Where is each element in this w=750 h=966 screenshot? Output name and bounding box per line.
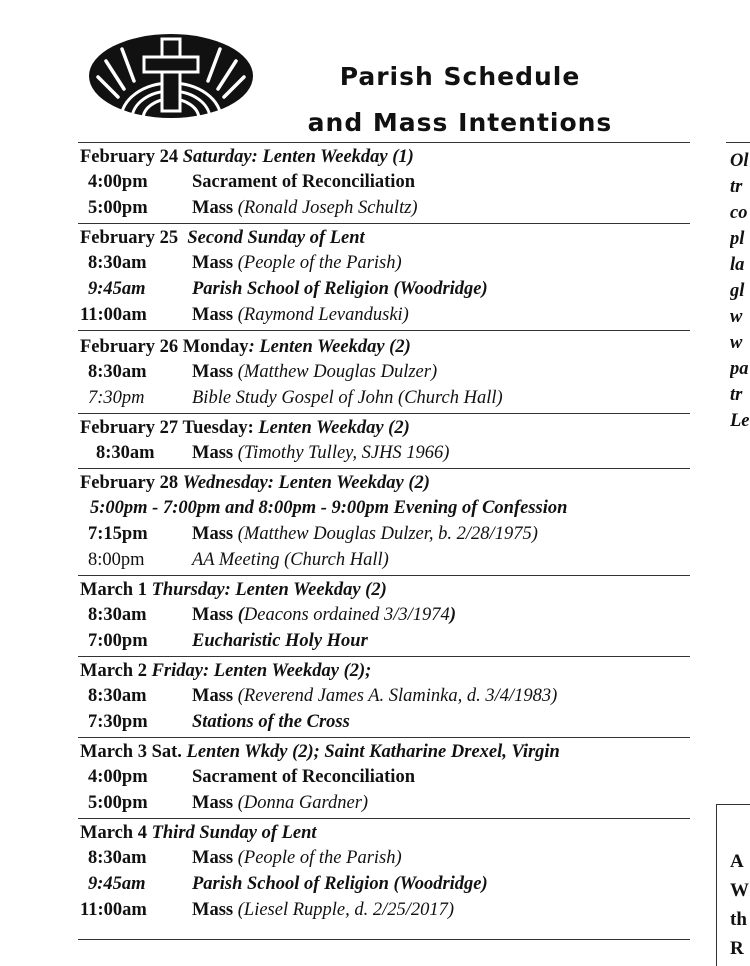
row-time: 4:00pm bbox=[88, 767, 148, 787]
right-box-line: A bbox=[730, 851, 744, 872]
row-title: Parish School of Religion (Woodridge) bbox=[192, 279, 488, 299]
row-note: Deacons ordained 3/3/1974 bbox=[243, 605, 450, 625]
schedule-row bbox=[80, 628, 690, 654]
schedule-divider bbox=[78, 939, 690, 940]
schedule-row bbox=[80, 440, 690, 466]
day-heading bbox=[80, 145, 690, 169]
day-label: Lenten Weekday (2) bbox=[258, 418, 410, 438]
row-time: 7:15pm bbox=[88, 524, 148, 544]
day-heading bbox=[80, 578, 690, 602]
row-time: 8:30am bbox=[88, 686, 147, 706]
right-column-text bbox=[730, 148, 750, 434]
row-note: (Timothy Tulley, SJHS 1966) bbox=[237, 443, 450, 463]
schedule-row bbox=[80, 195, 690, 221]
right-box-line: R bbox=[730, 938, 744, 959]
day-label: Third Sunday of Lent bbox=[151, 823, 317, 843]
day-label: Saturday: Lenten Weekday (1) bbox=[182, 147, 414, 167]
right-box-text bbox=[730, 847, 750, 963]
right-column-line: la bbox=[730, 255, 745, 275]
row-title: Mass bbox=[192, 362, 234, 382]
right-column-line: co bbox=[730, 203, 748, 223]
row-note: (Matthew Douglas Dulzer, b. 2/28/1975) bbox=[237, 524, 538, 544]
right-column-line: Le bbox=[730, 411, 750, 431]
schedule-row bbox=[80, 871, 690, 897]
row-time: 7:30pm bbox=[88, 388, 145, 408]
day-label: Second Sunday of Lent bbox=[187, 228, 365, 248]
row-note: (Ronald Joseph Schultz) bbox=[237, 198, 418, 218]
day-date: February 28 bbox=[80, 473, 179, 493]
row-paren-open: ( bbox=[237, 605, 244, 625]
row-time: 8:00pm bbox=[88, 550, 145, 570]
row-note: (Liesel Rupple, d. 2/25/2017) bbox=[237, 900, 455, 920]
row-title: Mass bbox=[192, 253, 234, 273]
schedule-day bbox=[78, 575, 690, 656]
day-label: Thursday: Lenten Weekday (2) bbox=[151, 580, 387, 600]
row-note: (Reverend James A. Slaminka, d. 3/4/1983) bbox=[237, 686, 558, 706]
schedule-row bbox=[80, 602, 690, 628]
right-column-line: pl bbox=[730, 229, 745, 249]
day-heading bbox=[80, 416, 690, 440]
row-title: Parish School of Religion (Woodridge) bbox=[192, 874, 488, 894]
schedule-row bbox=[80, 302, 690, 328]
confession-event: 5:00pm - 7:00pm and 8:00pm - 9:00pm Evening of Confession bbox=[90, 498, 568, 518]
day-heading bbox=[80, 471, 690, 495]
row-time: 8:30am bbox=[88, 848, 147, 868]
right-column-line: w bbox=[730, 307, 743, 327]
day-weekday: Tuesday: bbox=[182, 418, 254, 438]
schedule-row bbox=[80, 521, 690, 547]
row-note: (Raymond Levanduski) bbox=[237, 305, 409, 325]
row-note: (People of the Parish) bbox=[237, 253, 402, 273]
page-title: Parish Schedule bbox=[339, 62, 581, 91]
schedule-day bbox=[78, 142, 690, 223]
row-time: 9:45am bbox=[88, 874, 146, 894]
day-heading bbox=[80, 226, 690, 250]
row-title: AA Meeting (Church Hall) bbox=[192, 550, 389, 570]
schedule-row bbox=[80, 250, 690, 276]
schedule-row bbox=[80, 276, 690, 302]
day-date: March 3 Sat. bbox=[80, 742, 182, 762]
row-note: (People of the Parish) bbox=[237, 848, 402, 868]
row-time: 7:00pm bbox=[88, 631, 148, 651]
schedule-row bbox=[80, 897, 690, 923]
right-column-line: Ol bbox=[730, 151, 749, 171]
row-time: 7:30pm bbox=[88, 712, 148, 732]
day-label: Lenten Wkdy (2); Saint Katharine Drexel, Virgin bbox=[186, 742, 560, 762]
row-time: 8:30am bbox=[88, 605, 147, 625]
schedule-row bbox=[80, 790, 690, 816]
day-heading bbox=[80, 335, 690, 359]
row-paren-close: ) bbox=[449, 605, 456, 625]
day-heading bbox=[80, 740, 690, 764]
row-title: Bible Study Gospel of John (Church Hall) bbox=[192, 388, 503, 408]
row-time: 9:45am bbox=[88, 279, 146, 299]
row-title: Mass bbox=[192, 848, 234, 868]
schedule-row bbox=[80, 683, 690, 709]
row-title: Sacrament of Reconciliation bbox=[192, 172, 415, 192]
row-note: (Matthew Douglas Dulzer) bbox=[237, 362, 438, 382]
right-box-line: th bbox=[730, 909, 747, 930]
row-title: Mass bbox=[192, 605, 234, 625]
day-label: Friday: Lenten Weekday (2); bbox=[151, 661, 372, 681]
right-column-line: gl bbox=[730, 281, 745, 301]
row-title: Mass bbox=[192, 524, 234, 544]
schedule-day bbox=[78, 413, 690, 468]
right-column-line: w bbox=[730, 333, 743, 353]
day-label: : Lenten Weekday (2) bbox=[248, 337, 411, 357]
row-note: (Donna Gardner) bbox=[237, 793, 369, 813]
schedule-row bbox=[80, 169, 690, 195]
schedule-row bbox=[80, 385, 690, 411]
right-box-line: W bbox=[730, 880, 749, 901]
day-weekday: Monday bbox=[182, 337, 249, 357]
row-title: Mass bbox=[192, 305, 234, 325]
day-date: February 25 bbox=[80, 228, 179, 248]
day-label: Wednesday: Lenten Weekday (2) bbox=[182, 473, 430, 493]
day-date: February 24 bbox=[80, 147, 179, 167]
row-time: 5:00pm bbox=[88, 198, 148, 218]
day-date: March 4 bbox=[80, 823, 147, 843]
schedule-row bbox=[80, 709, 690, 735]
schedule-day bbox=[78, 223, 690, 330]
schedule-day bbox=[78, 818, 690, 925]
row-time: 8:30am bbox=[96, 443, 155, 463]
row-time: 5:00pm bbox=[88, 793, 148, 813]
schedule-day bbox=[78, 330, 690, 413]
day-date: February 27 bbox=[80, 418, 179, 438]
schedule-day bbox=[78, 468, 690, 575]
schedule-row bbox=[80, 845, 690, 871]
schedule-day bbox=[78, 656, 690, 737]
day-date: March 1 bbox=[80, 580, 147, 600]
schedule-list bbox=[78, 142, 690, 940]
row-title: Mass bbox=[192, 198, 234, 218]
page-subtitle: and Mass Intentions bbox=[307, 108, 613, 137]
row-title: Sacrament of Reconciliation bbox=[192, 767, 415, 787]
day-date: March 2 bbox=[80, 661, 147, 681]
schedule-day bbox=[78, 737, 690, 818]
schedule-row bbox=[80, 764, 690, 790]
row-title: Mass bbox=[192, 793, 234, 813]
right-column-line: pa bbox=[730, 359, 749, 379]
right-column-line: tr bbox=[730, 385, 743, 405]
day-date: February 26 bbox=[80, 337, 179, 357]
row-title: Mass bbox=[192, 686, 234, 706]
row-title: Mass bbox=[192, 443, 234, 463]
row-title: Mass bbox=[192, 900, 234, 920]
schedule-row bbox=[80, 547, 690, 573]
right-column-line: tr bbox=[730, 177, 743, 197]
day-heading bbox=[80, 821, 690, 845]
row-time: 8:30am bbox=[88, 362, 147, 382]
row-time: 11:00am bbox=[80, 305, 147, 325]
right-column-divider bbox=[726, 142, 750, 143]
day-heading bbox=[80, 659, 690, 683]
row-time: 11:00am bbox=[80, 900, 147, 920]
schedule-row bbox=[80, 359, 690, 385]
row-time: 4:00pm bbox=[88, 172, 148, 192]
row-title: Eucharistic Holy Hour bbox=[192, 631, 368, 651]
row-time: 8:30am bbox=[88, 253, 147, 273]
row-title: Stations of the Cross bbox=[192, 712, 350, 732]
parish-cross-logo-icon bbox=[88, 33, 254, 119]
